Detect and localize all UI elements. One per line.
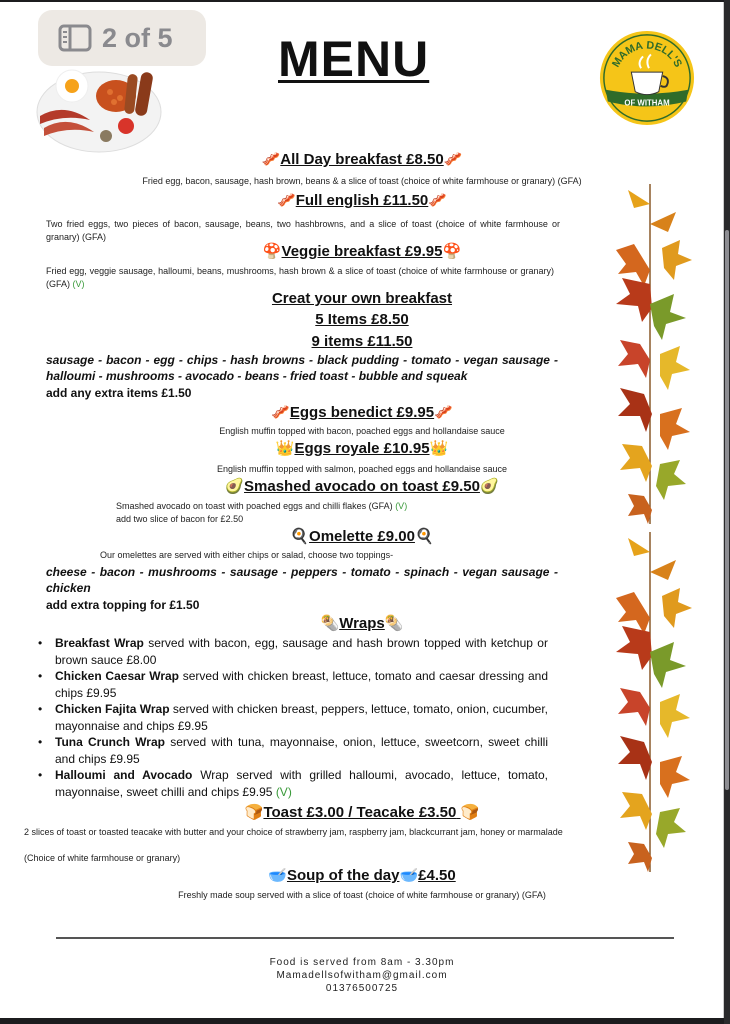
avocado-icon: 🥑	[225, 478, 245, 495]
wraps-list	[36, 635, 548, 800]
item-eggs-benedict-title: 🥓Eggs benedict £9.95🥓	[271, 404, 453, 421]
frying-pan-icon: 🍳	[414, 528, 434, 545]
item-veggie-breakfast-desc: Fried egg, veggie sausage, halloumi, beans, mushrooms, hash brown & a slice of toast (choice of white farmhouse or granary) (GFA) (V)	[46, 266, 554, 289]
item-all-day-breakfast-desc: Fried egg, bacon, sausage, hash brown, beans & a slice of toast (choice of white farmhouse or granary) (GFA)	[142, 176, 582, 186]
soup-icon: 🥣	[268, 867, 287, 884]
wraps-title: 🌯Wraps🌯	[320, 615, 404, 632]
breakfast-plate-image	[34, 62, 164, 154]
create-option-5-items: 5 Items £8.50	[315, 311, 409, 328]
item-full-english-desc: Two fried eggs, two pieces of bacon, sausage, beans, two hashbrowns, and a slice of toast (choice of white farmhouse or granary) (GFA)	[46, 219, 560, 242]
item-soup-desc: Freshly made soup served with a slice of toast (choice of white farmhouse or granary) (GFA)	[178, 890, 546, 900]
item-omelette-desc: Our omelettes are served with either chips or salad, choose two toppings-	[100, 550, 394, 560]
bacon-icon: 🥓	[434, 404, 453, 421]
create-items-list: sausage - bacon - egg - chips - hash browns - black pudding - tomato - vegan sausage - halloumi - mushrooms - avocado - beans - fried toast - bubble and squeak	[46, 353, 558, 383]
item-eggs-royale-desc: English muffin topped with salmon, poached eggs and hollandaise sauce	[216, 464, 508, 474]
menu-title: MENU	[278, 31, 430, 87]
bread-icon: 🍞	[244, 804, 264, 821]
wrap-icon: 🌯	[384, 615, 404, 632]
avocado-icon: 🥑	[479, 478, 499, 495]
vegetarian-mark: (V)	[395, 501, 408, 511]
item-full-english-title: 🥓Full english £11.50🥓	[277, 192, 447, 209]
crown-icon: 👑	[429, 440, 449, 457]
logo-bottom-text: OF WITHAM	[624, 98, 670, 108]
item-toast-desc: 2 slices of toast or toasted teacake with butter and your choice of strawberry jam, raspberry jam, blackcurrant jam, honey or marmalade	[24, 827, 563, 837]
sidebar-icon	[58, 24, 92, 52]
item-omelette-title: 🍳Omelette £9.00🍳	[290, 528, 434, 545]
mushroom-icon: 🍄	[262, 243, 282, 260]
create-option-9-items: 9 items £11.50	[311, 333, 413, 350]
frying-pan-icon: 🍳	[290, 528, 310, 545]
item-soup-title: 🥣Soup of the day🥣£4.50	[268, 867, 456, 884]
list-item: • Chicken Caesar Wrap served with chicken breast, lettuce, tomato and caesar dressing and chips £9.95	[36, 668, 548, 701]
autumn-leaves-bottom	[604, 532, 696, 872]
item-smashed-avocado-desc: Smashed avocado on toast with poached eggs and chilli flakes (GFA) (V)	[116, 501, 408, 511]
item-all-day-breakfast-title: 🥓All Day breakfast £8.50🥓	[261, 151, 463, 168]
bacon-icon: 🥓	[277, 192, 296, 209]
item-toast-title: 🍞Toast £3.00 / Teacake £3.50 🍞	[244, 804, 480, 821]
page-indicator-badge[interactable]	[38, 10, 206, 66]
item-veggie-breakfast-title: 🍄Veggie breakfast £9.95🍄	[262, 243, 462, 260]
list-item: • Halloumi and Avocado Wrap served with grilled halloumi, avocado, lettuce, tomato, mayonnaise, sweet chilli and chips £9.95 (V)	[36, 767, 548, 800]
footer-phone: 01376500725	[325, 983, 399, 994]
mama-dells-logo	[598, 29, 696, 127]
item-eggs-royale-title: 👑Eggs royale £10.95👑	[275, 440, 449, 457]
menu-page	[0, 2, 724, 1018]
page-indicator-text: 2 of 5	[102, 22, 173, 53]
omelette-extra-price: add extra topping for £1.50	[46, 598, 200, 612]
create-breakfast-title: Creat your own breakfast	[271, 290, 453, 307]
list-item: • Breakfast Wrap served with bacon, egg, sausage and hash brown topped with ketchup or brown sauce £8.00	[36, 635, 548, 668]
scrollbar-track[interactable]	[724, 0, 730, 1024]
bread-icon: 🍞	[460, 804, 480, 821]
bacon-icon: 🥓	[271, 404, 290, 421]
footer-divider	[56, 937, 674, 939]
omelette-toppings-list: cheese - bacon - mushrooms - sausage - peppers - tomato - spinach - vegan sausage - chicken	[46, 565, 558, 595]
item-smashed-avocado-extra: add two slice of bacon for £2.50	[116, 514, 244, 524]
create-extra-price: add any extra items £1.50	[46, 386, 192, 400]
item-toast-choice: (Choice of white farmhouse or granary)	[24, 853, 181, 863]
item-smashed-avocado-title: 🥑Smashed avocado on toast £9.50🥑	[225, 478, 499, 495]
bacon-icon: 🥓	[261, 151, 281, 168]
logo-top-text: MAMA DELL'S	[609, 39, 685, 70]
footer-hours: Food is served from 8am - 3.30pm	[269, 957, 455, 968]
item-eggs-benedict-desc: English muffin topped with bacon, poached eggs and hollandaise sauce	[219, 426, 505, 436]
list-item: • Chicken Fajita Wrap served with chicken breast, peppers, lettuce, tomato, onion, cucumber, mayonnaise and chips £9.95	[36, 701, 548, 734]
vegetarian-mark: (V)	[72, 279, 85, 289]
crown-icon: 👑	[275, 440, 295, 457]
bacon-icon: 🥓	[443, 151, 463, 168]
scrollbar-thumb[interactable]	[725, 230, 729, 790]
soup-icon: 🥣	[399, 867, 419, 884]
vegetarian-mark: (V)	[275, 784, 292, 799]
wrap-icon: 🌯	[320, 615, 340, 632]
list-item: • Tuna Crunch Wrap served with tuna, mayonnaise, onion, lettuce, sweetcorn, sweet chilli and chips £9.95	[36, 734, 548, 767]
mushroom-icon: 🍄	[442, 243, 462, 260]
footer-email: Mamadellsofwitham@gmail.com	[276, 970, 448, 981]
bacon-icon: 🥓	[428, 192, 447, 209]
